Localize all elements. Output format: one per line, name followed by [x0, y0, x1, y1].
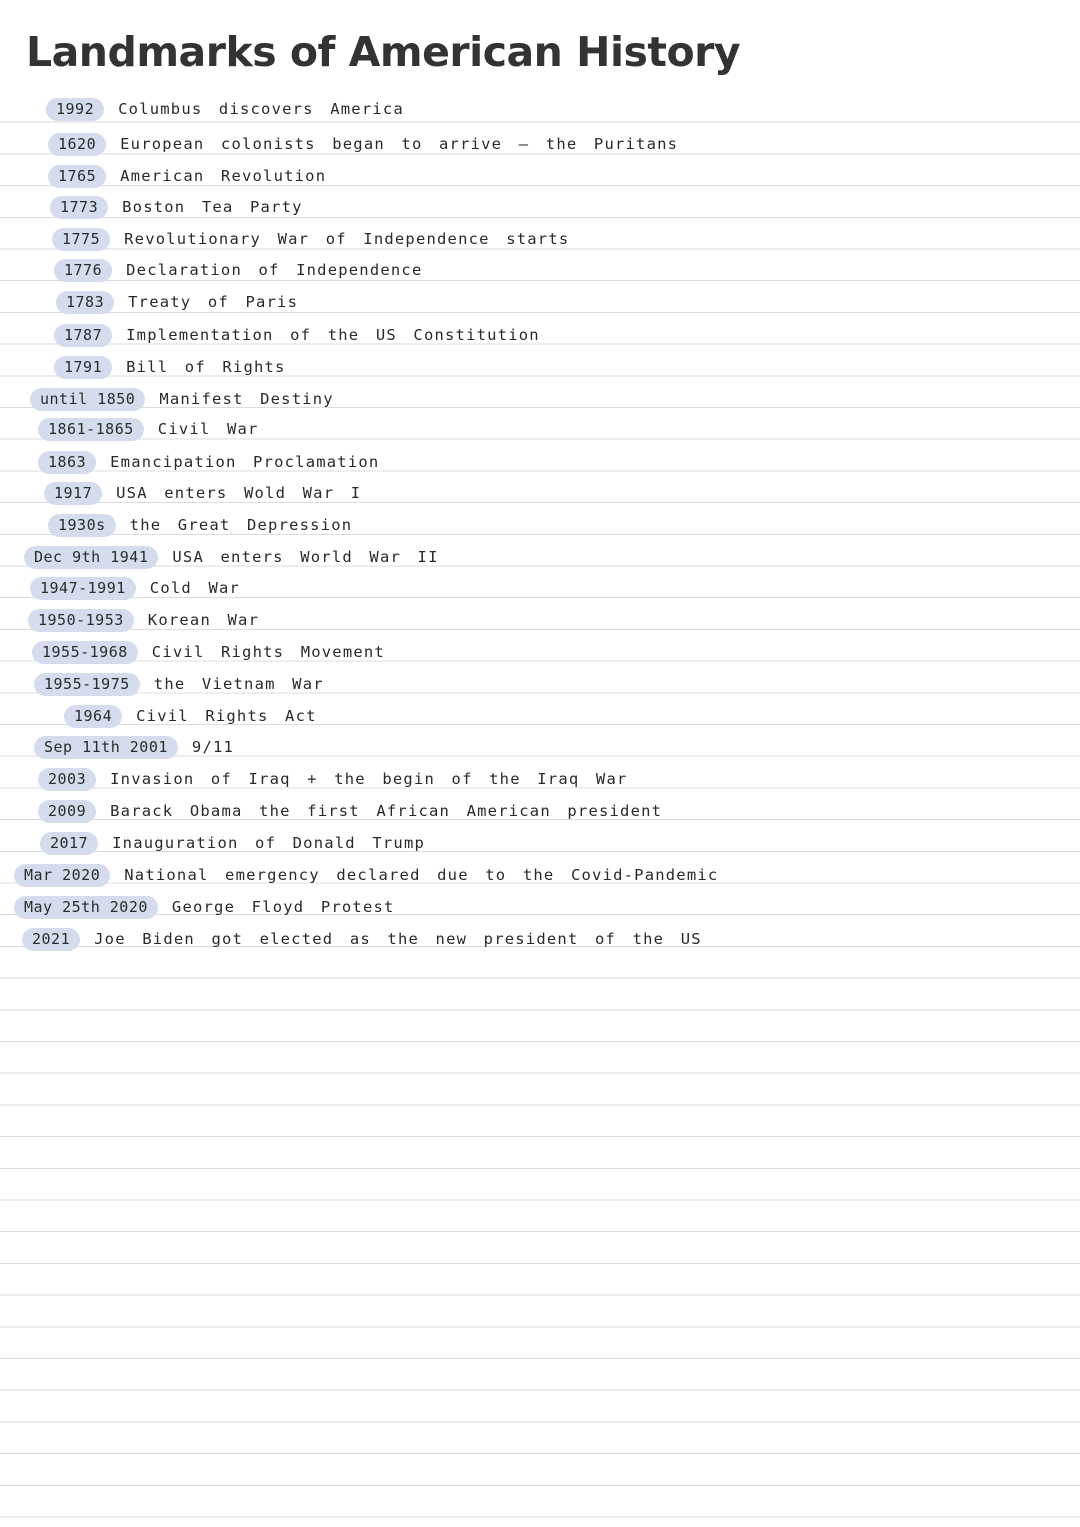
timeline-entry	[40, 828, 425, 858]
entry-date: 1776	[54, 259, 112, 282]
entry-date: 2003	[38, 768, 96, 791]
timeline-entry	[22, 924, 702, 954]
entry-date: 1992	[46, 98, 104, 121]
entry-date: 1775	[52, 228, 110, 251]
entry-date: 1765	[48, 165, 106, 188]
entry-event: Civil Rights Movement	[151, 643, 385, 661]
entry-event: Revolutionary War of Independence starts	[124, 230, 570, 248]
entry-date: Dec 9th 1941	[24, 546, 158, 569]
entry-event: Bill of Rights	[126, 358, 286, 376]
timeline-entry	[28, 605, 259, 635]
entry-date: 1930s	[48, 514, 116, 537]
entry-date: 1787	[54, 324, 112, 347]
entry-date: 2017	[40, 832, 98, 855]
timeline-entry	[34, 732, 234, 762]
entry-date: 1917	[44, 482, 102, 505]
entry-event: Barack Obama the first African American president	[110, 802, 663, 820]
entry-date: 1783	[56, 291, 114, 314]
entry-date: 1947-1991	[30, 577, 136, 600]
timeline-entry	[38, 796, 662, 826]
timeline-entry	[48, 510, 352, 540]
entry-event: European colonists began to arrive – the Puritans	[120, 135, 679, 153]
entry-event: Declaration of Independence	[126, 261, 423, 279]
entry-event: George Floyd Protest	[171, 898, 395, 916]
entry-date: Mar 2020	[14, 864, 110, 887]
entry-date: 1861-1865	[38, 418, 144, 441]
entry-event: American Revolution	[120, 167, 327, 185]
entry-event: Cold War	[149, 579, 241, 597]
timeline-entry	[30, 573, 240, 603]
timeline-entry	[24, 542, 439, 572]
timeline-entry	[54, 255, 422, 285]
timeline-entry	[14, 892, 395, 922]
entry-event: Civil Rights Act	[136, 707, 317, 725]
timeline-entry	[44, 478, 361, 508]
entry-date: 1955-1975	[34, 673, 140, 696]
entry-event: Invasion of Iraq + the begin of the Iraq War	[110, 770, 628, 788]
timeline-entry	[38, 764, 628, 794]
entry-date: 1950-1953	[28, 609, 134, 632]
entry-event: Treaty of Paris	[128, 293, 299, 311]
entry-date: 1773	[50, 196, 108, 219]
timeline-entry	[54, 320, 540, 350]
timeline-entry	[38, 414, 259, 444]
timeline-entry	[46, 94, 404, 124]
entry-event: Columbus discovers America	[118, 100, 404, 118]
timeline-entry	[30, 384, 334, 414]
timeline-entry	[14, 860, 718, 890]
entry-event: Inauguration of Donald Trump	[112, 834, 426, 852]
entry-event: Joe Biden got elected as the new president of the US	[94, 930, 702, 948]
timeline-entry	[50, 192, 303, 222]
entry-date: 1955-1968	[32, 641, 138, 664]
entry-event: Boston Tea Party	[122, 198, 303, 216]
entry-event: Civil War	[157, 420, 259, 438]
entry-date: 1620	[48, 133, 106, 156]
timeline-entry	[64, 701, 317, 731]
entry-date: Sep 11th 2001	[34, 736, 178, 759]
timeline-entry	[54, 352, 286, 382]
page-title: Landmarks of American History	[26, 28, 741, 76]
timeline-entry	[52, 224, 569, 254]
entry-date: 1863	[38, 451, 96, 474]
entry-event: USA enters Wold War I	[116, 484, 362, 502]
entry-date: until 1850	[30, 388, 145, 411]
entry-event: USA enters World War II	[172, 548, 439, 566]
timeline-entry	[32, 637, 385, 667]
entry-date: 1791	[54, 356, 112, 379]
entry-date: 2009	[38, 800, 96, 823]
entry-event: National emergency declared due to the Covid-Pandemic	[124, 866, 719, 884]
entry-event: Implementation of the US Constitution	[126, 326, 540, 344]
timeline-entry	[48, 129, 678, 159]
entry-date: 1964	[64, 705, 122, 728]
entry-event: Emancipation Proclamation	[110, 453, 380, 471]
timeline-entry	[34, 669, 324, 699]
entry-event: the Vietnam War	[153, 675, 324, 693]
entry-event: Korean War	[147, 611, 260, 629]
entry-event: Manifest Destiny	[159, 390, 334, 408]
entry-event: 9/11	[191, 738, 235, 756]
entry-date: May 25th 2020	[14, 896, 158, 919]
timeline-entry	[48, 161, 326, 191]
entry-event: the Great Depression	[129, 516, 353, 534]
entry-date: 2021	[22, 928, 80, 951]
timeline-entry	[38, 447, 379, 477]
timeline-entry	[56, 287, 298, 317]
